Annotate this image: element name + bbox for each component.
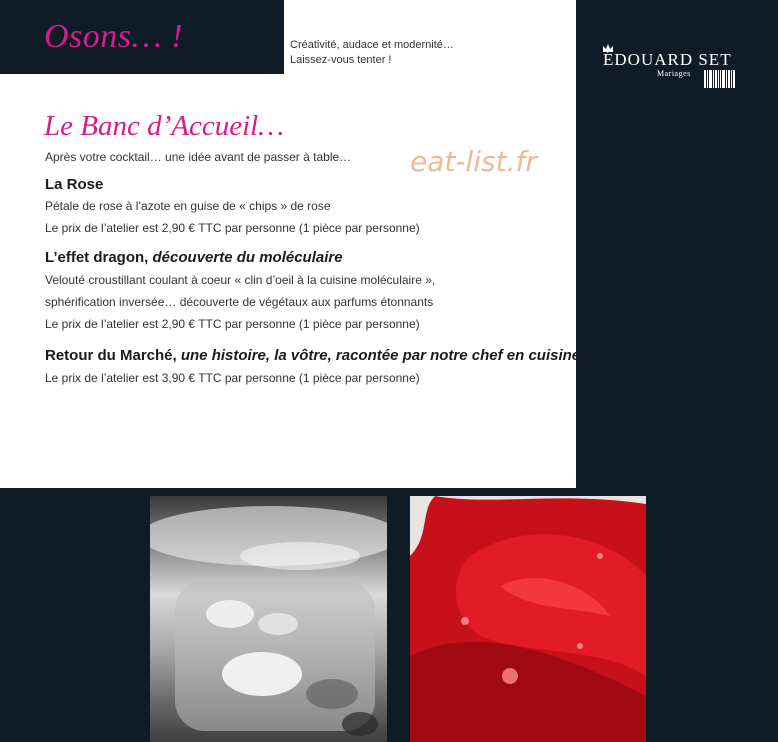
item-dragon-title bbox=[45, 249, 343, 266]
section-intro: Après votre cocktail… une idée avant de passer à table… bbox=[45, 150, 352, 164]
tagline-line-1: Créativité, audace et modernité… bbox=[290, 39, 454, 51]
tagline bbox=[290, 38, 454, 68]
item-dragon-name: L’effet dragon, bbox=[45, 249, 149, 266]
item-dragon-description-1: Velouté croustillant coulant à coeur « clin d’oeil à la cuisine moléculaire », bbox=[45, 273, 436, 287]
item-dragon-subtitle: découverte du moléculaire bbox=[152, 249, 343, 266]
section-title: Le Banc d’Accueil… bbox=[44, 110, 284, 142]
watermark: eat-list.fr bbox=[410, 145, 537, 178]
item-rose-price: Le prix de l’atelier est 2,90 € TTC par personne (1 pièce par personne) bbox=[45, 221, 420, 235]
red-rose-photo bbox=[410, 496, 646, 742]
item-marche-subtitle: une histoire, la vôtre, racontée par notre chef en cuisine… bbox=[180, 347, 596, 364]
item-marche-name: Retour du Marché, bbox=[45, 347, 177, 364]
item-rose-description: Pétale de rose à l’azote en guise de « chips » de rose bbox=[45, 199, 331, 213]
tagline-line-2: Laissez-vous tenter ! bbox=[290, 54, 392, 66]
item-rose-name: La Rose bbox=[45, 176, 104, 193]
headline: Osons… ! bbox=[44, 18, 184, 55]
brand-subtitle: Mariages bbox=[657, 69, 691, 78]
item-dragon-price: Le prix de l’atelier est 2,90 € TTC par personne (1 pièce par personne) bbox=[45, 317, 420, 331]
bottom-dark-band bbox=[0, 488, 778, 742]
molecular-bowl-photo bbox=[150, 496, 387, 742]
barcode-icon bbox=[704, 70, 740, 88]
item-rose-title bbox=[45, 176, 103, 193]
item-dragon-description-2: sphérification inversée… découverte de végétaux aux parfums étonnants bbox=[45, 295, 434, 309]
item-marche-title bbox=[45, 347, 595, 364]
item-marche-price: Le prix de l’atelier est 3,90 € TTC par personne (1 pièce par personne) bbox=[45, 371, 420, 385]
brand-name: ÉDOUARD SET bbox=[603, 50, 732, 69]
